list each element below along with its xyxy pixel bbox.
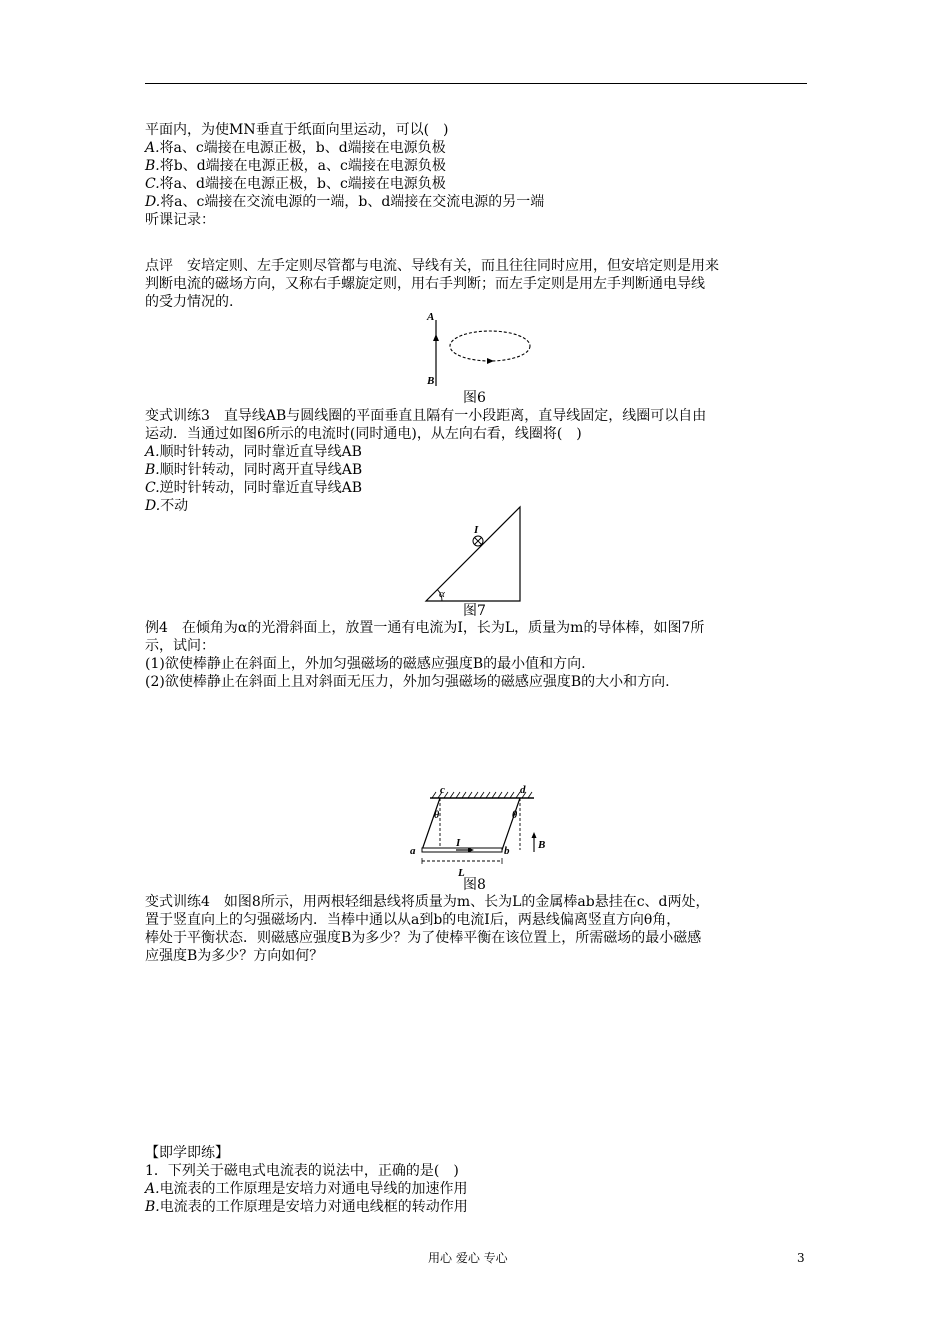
practice-option-a: A.电流表的工作原理是安培力对通电导线的加速作用: [145, 1181, 468, 1197]
lecture-record-label: 听课记录：: [145, 212, 215, 228]
option-c: C.将a、d端接在电源正极，b、c端接在电源负极: [145, 176, 446, 192]
fig8-label-a: a: [410, 845, 416, 857]
fig8-theta-right: θ: [512, 810, 518, 821]
question-stem: 平面内，为使MN垂直于纸面向里运动，可以( ): [145, 122, 449, 138]
footer-slogan: 用心 爱心 专心: [428, 1251, 508, 1265]
fig8-left-thread: [422, 798, 440, 850]
practice-q1: 1．下列关于磁电式电流表的说法中，正确的是( ): [145, 1163, 459, 1179]
option-d: D.将a、c端接在交流电源的一端，b、d端接在交流电源的另一端: [145, 194, 545, 210]
var3-line-1: 变式训练3 直导线AB与圆线圈的平面垂直且隔有一小段距离，直导线固定，线圈可以自由: [145, 408, 707, 424]
fig7-label-i: I: [474, 524, 479, 536]
fig7-incline-triangle: [426, 507, 520, 601]
fig6-current-arrow-icon: [433, 334, 439, 341]
var3-option-b: B.顺时针转动，同时离开直导线AB: [145, 462, 363, 478]
fig8-theta-left: θ: [434, 810, 440, 821]
var3-option-a: A.顺时针转动，同时靠近直导线AB: [145, 444, 362, 460]
var4-line-1: 变式训练4 如图8所示，用两根轻细悬线将质量为m、长为L的金属棒ab悬挂在c、d两处，: [145, 894, 710, 910]
review-line-1: 点评 安培定则、左手定则尽管都与电流、导线有关，而且往往同时应用，但安培定则是用来: [145, 258, 719, 274]
figure-8-caption: 图8: [463, 877, 486, 893]
fig8-label-b: b: [504, 845, 510, 857]
option-a: A.将a、c端接在电源正极，b、d端接在电源负极: [145, 140, 446, 156]
option-b: B.将b、d端接在电源正极，a、c端接在电源负极: [145, 158, 446, 174]
fig8-label-i: I: [456, 837, 461, 849]
var4-line-4: 应强度B为多少？方向如何？: [145, 948, 324, 964]
fig7-label-alpha: α: [439, 588, 445, 600]
fig6-label-b: B: [427, 375, 435, 387]
fig8-right-thread: [502, 798, 520, 850]
page-number: 3: [797, 1251, 805, 1265]
var3-option-d: D.不动: [145, 498, 189, 514]
figure-6-caption: 图6: [463, 390, 486, 406]
var3-option-c: C.逆时针转动，同时靠近直导线AB: [145, 480, 363, 496]
fig8-ceiling-hatch: [432, 792, 532, 798]
header-rule: [145, 83, 807, 84]
fig8-label-bfield: B: [538, 839, 546, 851]
example4-line-2: 示，试问：: [145, 638, 215, 654]
review-line-2: 判断电流的磁场方向，又称右手螺旋定则，用右手判断；而左手定则是用左手判断通电导线: [145, 276, 705, 292]
practice-heading: 【即学即练】: [145, 1145, 229, 1161]
var4-line-2: 置于竖直向上的匀强磁场内．当棒中通以从a到b的电流I后，两悬线偏离竖直方向θ角，: [145, 912, 681, 928]
fig8-label-c: c: [440, 784, 445, 796]
fig6-circular-coil: [450, 331, 530, 361]
fig8-label-d: d: [520, 784, 526, 796]
fig8-label-l: L: [458, 867, 465, 879]
var3-line-2: 运动．当通过如图6所示的电流时(同时通电)，从左向右看，线圈将( ): [145, 426, 582, 442]
example4-q1: (1)欲使棒静止在斜面上，外加匀强磁场的磁感应强度B的最小值和方向.: [145, 656, 586, 672]
fig6-coil-arrow-icon: [487, 358, 494, 364]
fig8-field-arrow-icon: [532, 832, 537, 838]
figure-8-suspended-rod: [404, 784, 550, 880]
figure-7-incline: [422, 505, 524, 603]
example4-q2: (2)欲使棒静止在斜面上且对斜面无压力，外加匀强磁场的磁感应强度B的大小和方向.: [145, 674, 670, 690]
example4-line-1: 例4 在倾角为α的光滑斜面上，放置一通有电流为I，长为L，质量为m的导体棒，如图7所: [145, 620, 705, 636]
review-line-3: 的受力情况的.: [145, 294, 234, 310]
practice-option-b: B.电流表的工作原理是安培力对通电线框的转动作用: [145, 1199, 468, 1215]
figure-7-caption: 图7: [463, 603, 486, 619]
fig6-label-a: A: [427, 311, 435, 323]
var4-line-3: 棒处于平衡状态．则磁感应强度B为多少？为了使棒平衡在该位置上，所需磁场的最小磁感: [145, 930, 702, 946]
figure-6-wire-coil: [418, 308, 538, 390]
